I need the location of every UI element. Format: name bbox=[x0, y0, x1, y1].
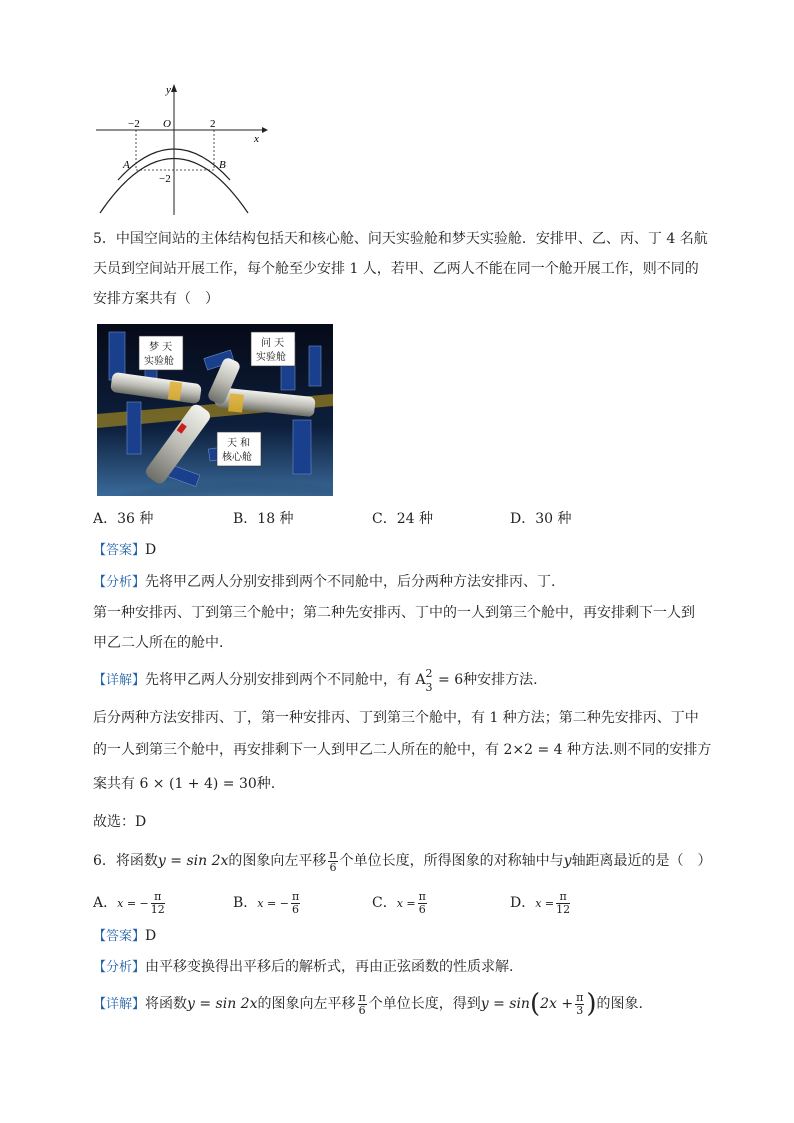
label-origin: O bbox=[163, 118, 171, 130]
q5-stem-line2: 天员到空间站开展工作，每个舱至少安排 1 人，若甲、乙两人不能在同一个舱开展工作，则不同的 bbox=[93, 261, 699, 277]
q6-detail-paren-close: ) bbox=[586, 989, 597, 1019]
label-point-b: B bbox=[219, 159, 226, 171]
q6-detail-a: 将函数 bbox=[145, 996, 188, 1012]
tick-neg2-x: −2 bbox=[128, 118, 140, 130]
q5-permutation bbox=[415, 667, 433, 694]
q5-analysis-line3: 甲乙二人所在的舱中. bbox=[93, 635, 224, 651]
frac-num: π bbox=[329, 847, 337, 861]
x-axis-arrow bbox=[262, 127, 268, 133]
tick-neg2-y: −2 bbox=[159, 173, 171, 185]
q5-analysis-text1: 先将甲乙两人分别安排到两个不同舱中，后分两种方法安排丙、丁. bbox=[145, 574, 556, 590]
q6-stem-c: 个单位长度，所得图象的对称轴中与 bbox=[339, 853, 564, 869]
frac-den: 12 bbox=[150, 902, 165, 916]
q5-detail-line3: 的一人到第三个舱中，再安排剩下一人到甲乙二人所在的舱中，有 2×2 = 4 种方法.则不同的安排方 bbox=[93, 742, 712, 758]
q6-detail-func: y = sin 2x bbox=[187, 996, 258, 1012]
frac-den: 3 bbox=[576, 1003, 584, 1017]
q6-option-b bbox=[233, 888, 302, 919]
label-tianhe-1: 天 和 bbox=[227, 438, 251, 449]
q5-detail-line4: 案共有 6 × (1 + 4) = 30种. bbox=[93, 776, 276, 792]
opt-frac bbox=[151, 891, 165, 916]
frac-num: π bbox=[151, 891, 165, 904]
q6-answer bbox=[93, 926, 156, 947]
opt-label: D． bbox=[510, 895, 536, 911]
q6-stem-y: y bbox=[563, 853, 572, 869]
q6-stem-d: 轴距离最近的是（ ） bbox=[571, 853, 712, 869]
frac-den: 12 bbox=[556, 902, 571, 916]
label-wentian-1: 问 天 bbox=[261, 338, 285, 349]
frac-den: 6 bbox=[292, 902, 300, 916]
opt-lhs: x = bbox=[535, 897, 555, 910]
q5-option-c: C．24 种 bbox=[372, 511, 433, 527]
q5-option-b: B．18 种 bbox=[233, 511, 294, 527]
q5-stem-line3: 安排方案共有（ ） bbox=[93, 291, 219, 307]
q6-stem-a: 6．将函数 bbox=[93, 853, 158, 869]
q5-detail-tag: 【详解】 bbox=[93, 673, 146, 688]
label-y: y bbox=[166, 84, 171, 96]
q6-answer-tag: 【答案】 bbox=[93, 929, 146, 944]
q5-detail-text1a: 先将甲乙两人分别安排到两个不同舱中，有 bbox=[145, 672, 412, 688]
opt-frac bbox=[556, 891, 570, 916]
q6-detail-result-a: y = sin bbox=[480, 996, 530, 1012]
q6-option-d bbox=[510, 888, 572, 919]
q6-detail-c: 个单位长度，得到 bbox=[368, 996, 481, 1012]
q6-analysis-text: 由平移变换得出平移后的解析式，再由正弦函数的性质求解. bbox=[145, 959, 514, 975]
opt-lhs: x = − bbox=[257, 897, 289, 910]
q6-option-a bbox=[93, 888, 167, 919]
frac-num: π bbox=[556, 891, 570, 904]
opt-frac bbox=[418, 891, 427, 916]
tick-pos2-x: 2 bbox=[210, 118, 216, 130]
q5-analysis-tag: 【分析】 bbox=[93, 575, 146, 590]
label-mengtian-2: 实验舱 bbox=[144, 356, 174, 367]
q6-answer-value: D bbox=[145, 928, 157, 944]
q6-detail-b: 的图象向左平移 bbox=[257, 996, 356, 1012]
label-point-a: A bbox=[123, 159, 130, 171]
q6-detail bbox=[93, 988, 643, 1021]
q5-answer-value: D bbox=[145, 542, 157, 558]
q5-choose: 故选：D bbox=[93, 814, 147, 830]
q6-detail-paren: ( bbox=[529, 989, 541, 1019]
perm-sub: 3 bbox=[425, 681, 433, 694]
q6-option-c bbox=[372, 888, 429, 919]
q6-detail-tag: 【详解】 bbox=[93, 997, 146, 1012]
q6-stem-frac bbox=[328, 849, 337, 874]
label-tianhe-2: 核心舱 bbox=[222, 452, 252, 463]
q6-stem bbox=[93, 846, 712, 876]
label-x: x bbox=[254, 133, 259, 145]
q5-detail-text1b: = 6种安排方法. bbox=[433, 672, 538, 688]
q5-answer-tag: 【答案】 bbox=[93, 543, 146, 558]
q5-analysis-line2: 第一种安排丙、丁到第三个舱中；第二种先安排丙、丁中的一人到第三个舱中，再安排剩下一人到 bbox=[93, 605, 695, 621]
frac-den: 6 bbox=[358, 1003, 366, 1017]
q5-stem-line1: 5．中国空间站的主体结构包括天和核心舱、问天实验舱和梦天实验舱．安排甲、乙、丙、丁 4 名航 bbox=[93, 231, 708, 247]
q6-detail-result-frac bbox=[575, 992, 584, 1017]
q6-analysis-tag: 【分析】 bbox=[93, 960, 146, 975]
perm-sup: 2 bbox=[425, 667, 433, 680]
q6-analysis bbox=[93, 957, 513, 978]
q6-stem-func: y = sin 2x bbox=[157, 853, 229, 869]
frac-den: 6 bbox=[418, 902, 426, 916]
q5-option-d: D．30 种 bbox=[510, 511, 572, 527]
opt-lhs: x = − bbox=[117, 897, 149, 910]
q6-detail-frac bbox=[358, 992, 367, 1017]
frac-num: π bbox=[418, 889, 426, 903]
frac-num: π bbox=[291, 889, 300, 903]
label-mengtian-1: 梦 天 bbox=[149, 342, 173, 353]
opt-label: B． bbox=[233, 895, 258, 911]
q5-option-a: A．36 种 bbox=[93, 511, 154, 527]
y-axis-arrow bbox=[171, 84, 177, 92]
q5-answer bbox=[93, 540, 156, 561]
opt-label: A． bbox=[93, 895, 118, 911]
opt-lhs: x = bbox=[396, 897, 416, 910]
q5-detail-line2: 后分两种方法安排丙、丁，第一种安排丙、丁到第三个舱中，有 1 种方法；第二种先安排丙、丁中 bbox=[93, 710, 699, 726]
q6-stem-b: 的图象向左平移 bbox=[228, 853, 327, 869]
q5-detail-line1 bbox=[93, 667, 538, 694]
frac-den: 6 bbox=[329, 860, 337, 874]
label-wentian-2: 实验舱 bbox=[256, 352, 286, 363]
opt-frac bbox=[291, 891, 300, 916]
q5-analysis-line1 bbox=[93, 572, 555, 593]
function-graph bbox=[90, 80, 270, 220]
space-station-image bbox=[97, 324, 333, 496]
perm-letter: A bbox=[415, 672, 426, 688]
frac-num: π bbox=[576, 990, 584, 1004]
opt-label: C． bbox=[372, 895, 397, 911]
frac-num: π bbox=[358, 990, 366, 1004]
q6-detail-result-inner: 2x + bbox=[540, 996, 574, 1012]
q6-detail-d: 的图象. bbox=[596, 996, 643, 1012]
